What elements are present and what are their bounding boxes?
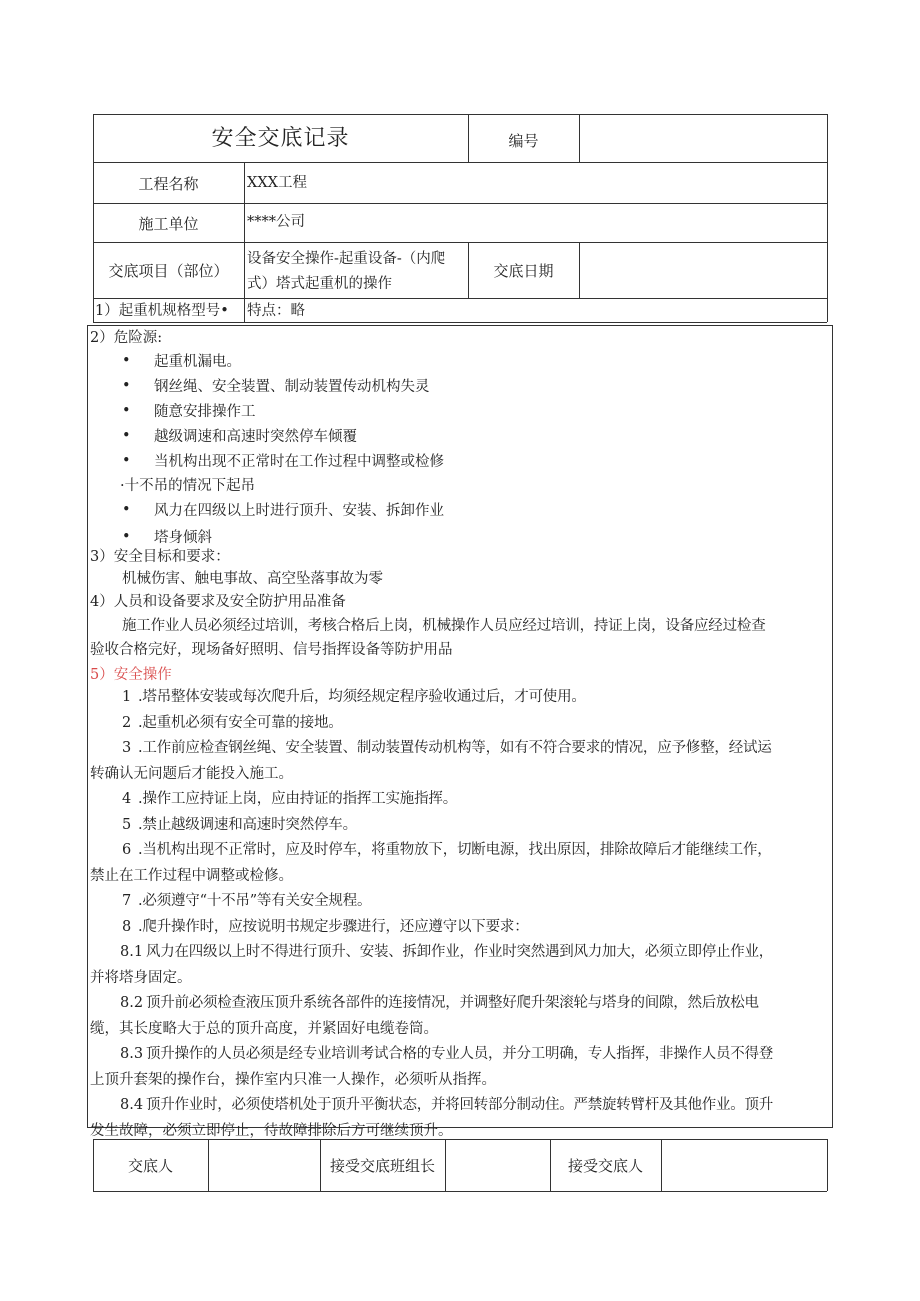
construction-unit-value[interactable]: ****公司 <box>247 214 305 230</box>
hazard-bullet: • <box>122 502 131 518</box>
number-label: 编号 <box>508 132 539 150</box>
sub-text: 并将塔身固定。 <box>90 969 192 986</box>
hazard-bullet: • <box>122 403 131 419</box>
operation-number: 8 <box>122 918 132 935</box>
operation-text: 禁止在工作过程中调整或检修。 <box>90 867 293 884</box>
operations-heading: 5）安全操作 <box>90 667 172 683</box>
hazard-item: 当机构出现不正常时在工作过程中调整或检修 <box>154 454 444 470</box>
operation-text: .禁止越级调速和高速时突然停车。 <box>138 816 357 833</box>
construction-unit-label: 施工单位 <box>138 215 199 233</box>
hazard-bullet: • <box>122 353 131 369</box>
hazard-bullet: • <box>122 378 131 394</box>
operation-number: 2 <box>122 714 132 731</box>
operation-text: .工作前应检查钢丝绳、安全装置、制动装置传动机构等，如有不符合要求的情况，应予修整，经试运 <box>138 740 772 756</box>
requirements-line1: 施工作业人员必须经过培训，考核合格后上岗，机械操作人员应经过培训，持证上岗，设备应经过检查 <box>122 618 766 634</box>
operation-text: 转确认无问题后才能投入施工。 <box>90 765 293 782</box>
sub-text: 发生故障，必须立即停止，待故障排除后方可继续顶升。 <box>90 1122 453 1139</box>
operation-number: 4 <box>122 791 132 807</box>
operation-number: 7 <box>122 893 132 909</box>
goals-heading: 3）安全目标和要求： <box>90 549 230 565</box>
requirements-heading: 4）人员和设备要求及安全防护用品准备 <box>90 594 346 610</box>
sub-text: 顶升前必须检查液压顶升系统各部件的连接情况，并调整好爬升架滚轮与塔身的间隙，然后放松电 <box>146 995 759 1011</box>
operation-text: .操作工应持证上岗，应由持证的指挥工实施指挥。 <box>138 791 458 807</box>
operation-text: .起重机必须有安全可靠的接地。 <box>138 714 343 731</box>
sub-text: 上顶升套架的操作台，操作室内只准一人操作，必须听从指挥。 <box>90 1071 496 1088</box>
hazard-item: 越级调速和高速时突然停车倾覆 <box>154 429 357 445</box>
item-value-line2[interactable]: 式）塔式起重机的操作 <box>247 276 392 292</box>
operation-number: 1 <box>122 689 132 705</box>
hazard-item: 风力在四级以上时进行顶升、安装、拆卸作业 <box>154 503 444 519</box>
hazard-bullet: • <box>122 529 131 545</box>
project-name-label: 工程名称 <box>138 175 199 193</box>
operation-number: 6 <box>122 842 132 858</box>
operation-number: 3 <box>122 740 132 756</box>
item-value-line1[interactable]: 设备安全操作-起重设备-（内爬 <box>247 251 446 267</box>
sub-text: 缆，其长度略大于总的顶升高度，并紧固好电缆卷筒。 <box>90 1020 438 1037</box>
requirements-line2: 验收合格完好，现场备好照明、信号指挥设备等防护用品 <box>90 642 453 658</box>
operation-text: .爬升操作时，应按说明书规定步骤进行，还应遵守以下要求： <box>138 918 529 935</box>
goals-text: 机械伤害、触电事故、高空坠落事故为零 <box>122 571 383 587</box>
operation-number: 5 <box>122 816 132 833</box>
hazard-item: 起重机漏电。 <box>154 354 241 370</box>
operation-text: .必须遵守“十不吊”等有关安全规程。 <box>138 893 372 909</box>
leader-label: 接受交底班组长 <box>329 1157 435 1175</box>
sub-number: 8.3 <box>120 1046 144 1062</box>
operation-text: .塔吊整体安装或每次爬升后，均须经规定程序验收通过后，才可使用。 <box>138 689 586 705</box>
sub-text: 顶升操作的人员必须是经专业培训考试合格的专业人员，并分工明确，专人指挥，非操作人员不得登 <box>146 1046 773 1062</box>
sub-number: 8.4 <box>120 1097 144 1113</box>
hazard-item: 塔身倾斜 <box>154 530 212 546</box>
item-label: 交底项目（部位） <box>108 262 229 280</box>
hazard-item: 随意安排操作工 <box>154 404 256 420</box>
hazard-extra: ·十不吊的情况下起吊 <box>120 478 256 494</box>
spec-label: 1）起重机规格型号• <box>95 303 229 319</box>
hazards-heading: 2）危险源: <box>90 330 163 346</box>
sub-text: 风力在四级以上时不得进行顶升、安装、拆卸作业，作业时突然遇到风力加大，必须立即停止作业， <box>146 944 773 960</box>
hazard-bullet: • <box>122 428 131 444</box>
operation-text: .当机构出现不正常时，应及时停车，将重物放下，切断电源，找出原因，排除故障后才能继续工作， <box>138 842 772 858</box>
sub-number: 8.1 <box>120 944 144 960</box>
sub-number: 8.2 <box>120 995 144 1011</box>
page-title: 安全交底记录 <box>211 126 350 151</box>
presenter-label: 交底人 <box>127 1157 173 1175</box>
project-name-value[interactable]: XXX工程 <box>247 175 307 191</box>
receiver-label: 接受交底人 <box>567 1157 643 1175</box>
hazard-bullet: • <box>122 453 131 469</box>
hazard-item: 钢丝绳、安全装置、制动装置传动机构失灵 <box>154 379 430 395</box>
date-label: 交底日期 <box>493 262 554 280</box>
spec-value: 特点：略 <box>247 303 305 319</box>
sub-text: 顶升作业时，必须使塔机处于顶升平衡状态，并将回转部分制动住。严禁旋转臂杆及其他作业。顶升 <box>146 1097 773 1113</box>
